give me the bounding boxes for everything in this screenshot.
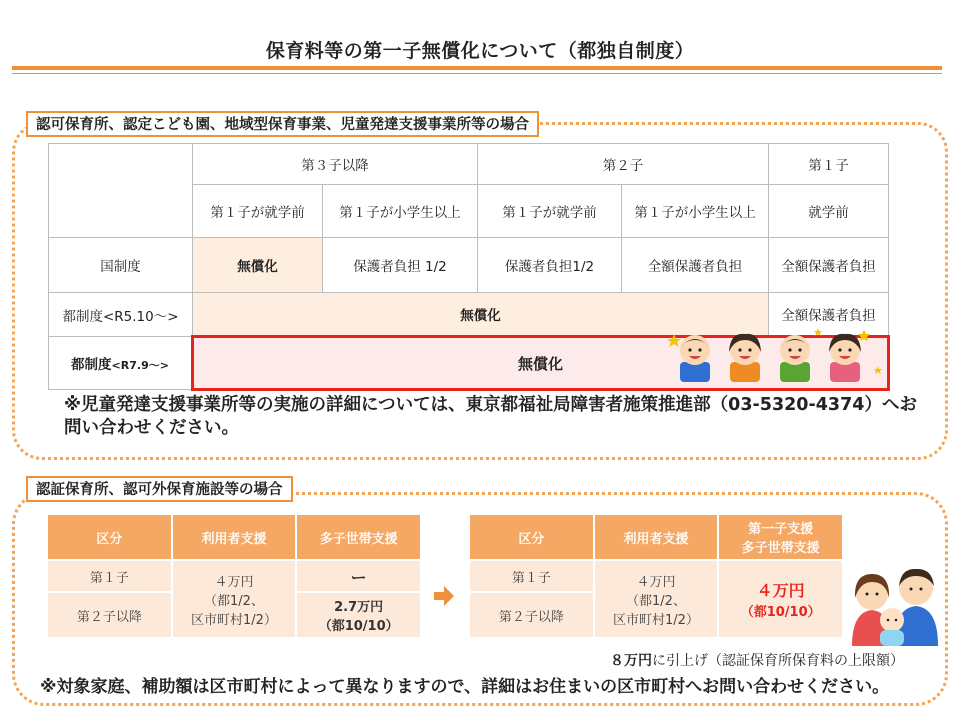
- row-second-child: 第２子以降: [48, 593, 171, 637]
- header-user-support: 利用者支援: [595, 515, 718, 559]
- title-rule-thin: [12, 73, 942, 74]
- header-category: 区分: [48, 515, 171, 559]
- amount: ４万円: [214, 574, 254, 590]
- title-rule: [12, 66, 942, 70]
- raise-amount: ８万円: [610, 653, 652, 669]
- header-third-child: 第３子以降: [193, 144, 478, 185]
- header-user-support: 利用者支援: [173, 515, 296, 559]
- header-second-child: 第２子: [478, 144, 769, 185]
- row-second-child: 第２子以降: [470, 593, 593, 637]
- row-first-child: 第１子: [48, 561, 171, 591]
- subheader: 就学前: [769, 185, 889, 238]
- table-cell: 全額保護者負担: [622, 238, 769, 293]
- header-first-multi-support: [719, 515, 842, 559]
- raise-note: [610, 650, 904, 670]
- multi-first-cell: ー: [297, 561, 420, 591]
- after-table: [468, 513, 844, 639]
- share-line: （都1/2、: [204, 593, 264, 609]
- header-line: 第一子支援: [748, 522, 814, 537]
- cell-free: 無償化: [193, 238, 323, 293]
- multi-second-cell: [297, 593, 420, 637]
- arrow-right-icon: [432, 584, 456, 608]
- section-2-label: 認証保育所、認可外保育施設等の場合: [26, 476, 293, 502]
- subheader: 第１子が就学前: [193, 185, 323, 238]
- support-amount: ４万円: [756, 581, 805, 600]
- section-1-label: 認可保育所、認定こども園、地域型保育事業、児童発達支援事業所等の場合: [26, 111, 539, 137]
- row-label-main: 都制度: [71, 357, 112, 373]
- row-label-national: 国制度: [49, 238, 193, 293]
- user-support-cell: [595, 561, 718, 637]
- support-share: （都10/10）: [740, 605, 821, 620]
- new-support-cell: [719, 561, 842, 637]
- before-table: [46, 513, 422, 639]
- user-support-cell: [173, 561, 296, 637]
- cell-free-merged: 無償化: [193, 293, 769, 337]
- subheader: 第１子が小学生以上: [323, 185, 478, 238]
- share-line: （都1/2、: [626, 593, 686, 609]
- row-label-metro-new: [49, 337, 193, 390]
- page-title: 保育料等の第一子無償化について（都独自制度）: [265, 40, 695, 62]
- raise-text: に引上げ（認証保育所保育料の上限額）: [652, 653, 904, 669]
- amount: ４万円: [636, 574, 676, 590]
- children-illustration: [668, 326, 888, 384]
- header-line: 多子世帯支援: [741, 541, 820, 556]
- family-illustration: [846, 560, 942, 646]
- share-line: （都10/10）: [318, 619, 399, 634]
- header-category: 区分: [470, 515, 593, 559]
- table-cell: 保護者負担 1/2: [323, 238, 478, 293]
- header-first-child: 第１子: [769, 144, 889, 185]
- row-first-child: 第１子: [470, 561, 593, 591]
- share-line: 区市町村1/2）: [613, 612, 699, 628]
- subheader: 第１子が小学生以上: [622, 185, 769, 238]
- cell-free-new-highlight: 無償化: [193, 337, 889, 390]
- share-line: 区市町村1/2）: [191, 612, 277, 628]
- table-cell: 全額保護者負担: [769, 293, 889, 337]
- row-label-sub: <R7.9～>: [111, 359, 169, 372]
- header-multi-support: 多子世帯支援: [297, 515, 420, 559]
- table-cell: 全額保護者負担: [769, 238, 889, 293]
- table-cell: 保護者負担1/2: [478, 238, 622, 293]
- section-1-note: ※児童発達支援事業所等の実施の詳細については、東京都福祉局障害者施策推進部（03-5320-4374）へお問い合わせください。: [64, 395, 917, 438]
- section-2-note: ※対象家庭、補助額は区市町村によって異なりますので、詳細はお住まいの区市町村へお問い合わせください。: [40, 677, 890, 697]
- row-label-metro-current: 都制度<R5.10～>: [49, 293, 193, 337]
- table-corner: [49, 144, 193, 238]
- subheader: 第１子が就学前: [478, 185, 622, 238]
- amount: 2.7万円: [334, 600, 384, 615]
